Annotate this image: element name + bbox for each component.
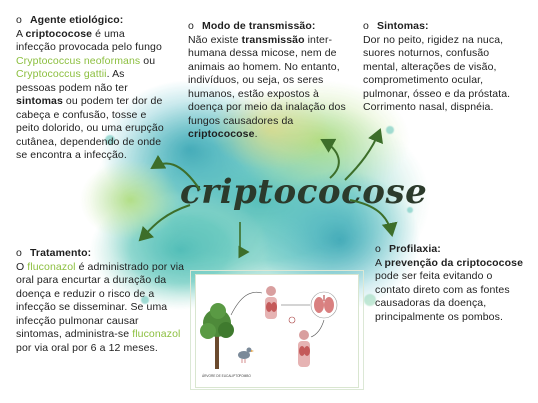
human-icon [298,330,310,367]
agente-text: ou podem ter dor de cabeça e confusão, tosse e peito dolorido, ou uma erupção cutânea, dependendo de onde se encontra a infecção. [16,95,164,161]
tratamento-text: O [16,260,28,273]
modo-transmissao-heading [188,20,348,34]
sintomas-heading [363,20,523,34]
transmission-figure [195,274,359,388]
bullet-icon: o [363,20,369,32]
modo-bold-text: transmissão [241,33,305,46]
fungus-name: Cryptococcus neoformans [16,54,141,67]
modo-heading-text: Modo de transmissão: [202,20,316,32]
profilaxia-text: A [375,256,385,269]
pigeon-label: POMBO [239,374,251,378]
sintomas-text: Dor no peito, rigidez na nuca, suores noturnos, confusão mental, alterações de visão, comprometimento ocular, pulmonar, ósseo e da próstata. Corrimento nasal, dispnéia. [363,33,511,113]
drug-name: fluconazol [27,260,76,273]
bullet-icon: o [16,14,22,26]
sintomas-heading-text: Sintomas: [377,20,429,32]
fungus-name: Cryptococcus gattii [16,68,107,80]
tratamento-text: por via oral por 6 a 12 meses. [16,341,158,354]
profilaxia-bold-text: prevenção da criptococose [384,256,524,269]
modo-transmissao-section [188,20,348,142]
agente-text: . As pessoas podem não ter [16,68,128,94]
modo-text: inter-humana dessa micose, nem de animais ao homem. No entanto, indivíduos, ou seja, os seres humanos, estão expostos à doença por meio da inalação dos fungos causadores da [188,33,346,127]
modo-text: . [254,128,258,140]
tratamento-heading-text: Tratamento: [30,247,92,259]
bullet-icon: o [16,247,22,259]
agente-bold-text: sintomas [16,95,63,107]
human-icon [265,286,277,319]
sintomas-section [363,20,523,115]
profilaxia-heading-text: Profilaxia: [389,243,441,255]
bullet-icon: o [188,20,194,32]
agente-bold-text: criptococose [25,27,93,40]
tratamento-heading [16,247,186,261]
tratamento-text: é administrado por via oral para encurtar a duração da doença e reduzir o risco de a infecção se disseminar. Se uma infecção pulmonar causar sintomas, administra-se [16,260,185,340]
drug-name: fluconazol [132,328,181,340]
agente-text: é uma infecção provocada pelo fungo [16,27,162,53]
agente-text: ou [140,54,156,67]
agente-heading-text: Agente etiológico: [30,14,124,26]
modo-text: Não existe [188,33,242,46]
pigeon-icon [238,348,254,364]
page-title: criptococose [180,172,428,212]
tree-icon [200,303,234,369]
agente-text: A [16,27,26,40]
lungs-icon [311,292,337,318]
agente-etiologico-section [16,14,166,163]
modo-bold-text: criptococose [188,128,255,140]
profilaxia-text: pode ser feita evitando o contato direto com as fontes causadoras da doença, principalmente os pombos. [375,270,510,323]
profilaxia-section [375,243,525,324]
profilaxia-heading [375,243,525,257]
tree-label: ÁRVORE DE EUCALIPTO [202,374,240,378]
bullet-icon: o [375,243,381,255]
tratamento-section [16,247,186,355]
agente-etiologico-heading [16,14,166,28]
